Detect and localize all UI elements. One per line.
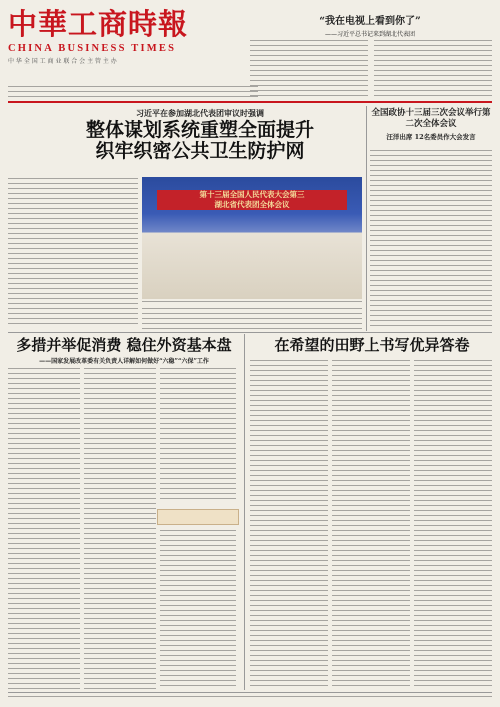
header-rule — [8, 101, 492, 103]
column-divider — [366, 106, 367, 331]
main-article-column-1 — [8, 178, 138, 328]
right-column-title: 全国政协十三届三次会议举行第二次全体会议 — [371, 108, 491, 129]
masthead-title-cn: 中華工商時報 — [8, 7, 189, 41]
section3-column-3 — [414, 360, 492, 690]
top-quote-title: “我在电视上看到你了” — [319, 16, 421, 27]
masthead — [8, 7, 208, 65]
main-headline-line-2: 织牢织密公共卫生防护网 — [95, 140, 305, 162]
masthead-slogan: 中 华 全 国 工 商 业 联 合 会 主 管 主 办 — [8, 58, 117, 65]
right-column-sub: 汪洋出席 12名委员作大会发言 — [386, 133, 476, 141]
section-divider — [244, 334, 245, 690]
right-column-article — [370, 150, 492, 330]
photo-banner-line-2: 湖北省代表团全体会议 — [214, 200, 290, 209]
issue-info-strip — [8, 86, 258, 97]
section2-column-3a — [160, 368, 236, 503]
section2-column-1 — [8, 368, 80, 690]
photo-banner-line-1: 第十三届全国人民代表大会第三 — [199, 190, 305, 199]
photo-caption — [142, 301, 362, 305]
top-quote-sub: ——习近平总书记来到湖北代表团 — [324, 31, 415, 38]
main-headline — [40, 120, 360, 162]
top-quote — [250, 12, 490, 38]
photo-banner — [157, 190, 347, 210]
section2-column-3b — [160, 530, 236, 690]
top-quote-text-right — [374, 40, 492, 96]
section2-sub: ——国家发展改革委有关负责人详解如何做好“六稳”“六保”工作 — [39, 358, 209, 365]
footer-text — [8, 696, 492, 701]
section3-headline: 在希望的田野上书写优异答卷 — [274, 336, 470, 354]
section2-headline: 多措并举促消费 稳住外资基本盘 — [16, 336, 232, 354]
section3-column-1 — [250, 360, 328, 690]
main-kicker: 习近平在参加湖北代表团审议时强调 — [136, 108, 264, 118]
top-quote-text-left — [250, 40, 368, 96]
section-rule — [8, 332, 492, 333]
section2-ad-box — [157, 509, 239, 525]
main-article-under-photo — [142, 308, 362, 330]
footer-rule — [8, 692, 492, 693]
masthead-title-en: CHINA BUSINESS TIMES — [8, 43, 177, 54]
section2-column-2 — [84, 368, 156, 690]
main-headline-line-1: 整体谋划系统重塑全面提升 — [85, 119, 314, 141]
right-column-head — [370, 108, 492, 141]
section3-column-2 — [332, 360, 410, 690]
